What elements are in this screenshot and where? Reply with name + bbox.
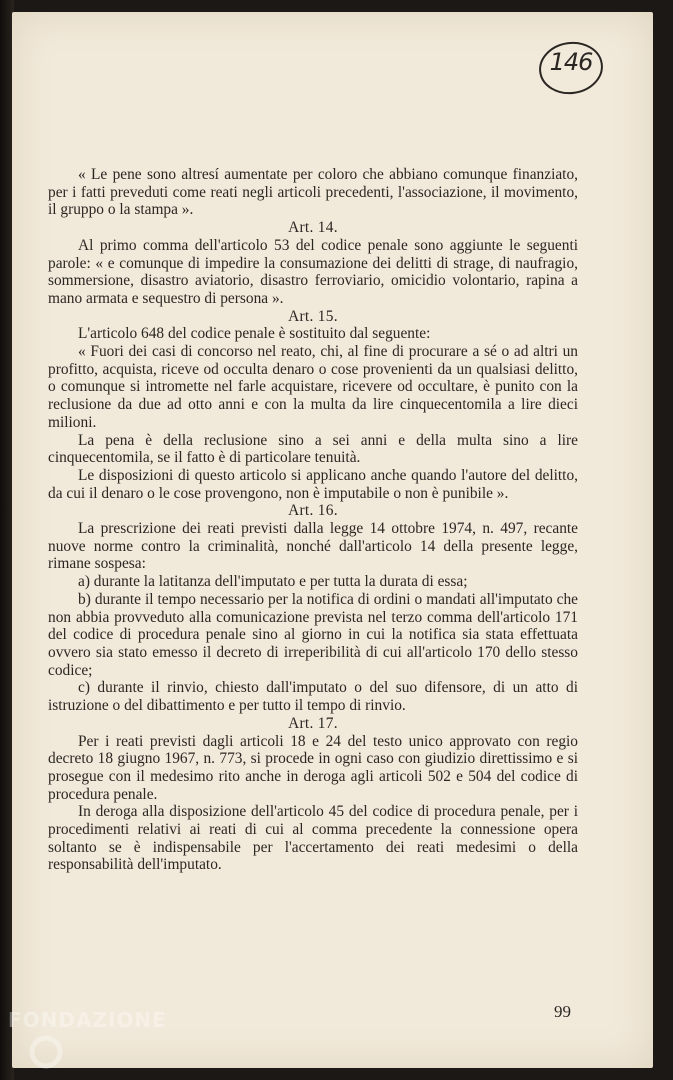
paragraph: Per i reati previsti dagli articoli 18 e 24 del testo unico approvato con regio decreto 18 giugno 1967, n. 773, si procede in ogni caso con giudizio direttissimo e si prosegue con il medesimo rito anche in deroga agli articoli 502 e 504 del codice di procedura penale.: [48, 732, 578, 803]
handwritten-number: 146: [549, 48, 593, 76]
article-heading-16: Art. 16.: [288, 502, 338, 520]
article-heading-17: Art. 17.: [288, 714, 338, 732]
paragraph: Al primo comma dell'articolo 53 del codice penale sono aggiunte le seguenti parole: « e comunque di impedire la consumazione dei delitti di strage, di naufragio, sommersione, disastro aviatorio, disastro ferroviario, omicidio volontario, rapina a mano armata e sequestro di persona ».: [48, 236, 578, 307]
list-item: b) durante il tempo necessario per la notifica di ordini o mandati all'imputato che non abbia provveduto alla comunicazione prevista nel terzo comma dell'articolo 171 del codice di procedura penale sino al giorno in cui la notifica sia stata effettuata ovvero sia stato emesso il decreto di irreperibilità di cui all'articolo 170 dello stesso codice;: [48, 590, 578, 679]
watermark-text: FONDAZIONE: [8, 1008, 167, 1032]
page-number: 99: [554, 1002, 571, 1021]
paragraph: Le disposizioni di questo articolo si applicano anche quando l'autore del delitto, da cui il denaro o le cose provengono, non è imputabile o non è punibile ».: [48, 466, 578, 502]
paragraph: L'articolo 648 del codice penale è sostituito dal seguente:: [78, 325, 431, 343]
paragraph: In deroga alla disposizione dell'articolo 45 del codice di procedura penale, per i procedimenti relativi ai reati di cui al comma precedente la connessione opera soltanto se è indispensabile per l'accertamento dei reati medesimi o della responsabilità dell'imputato.: [48, 803, 578, 874]
paragraph: La pena è della reclusione sino a sei anni e della multa sino a lire cinquecentomila, se il fatto è di particolare tenuità.: [48, 431, 578, 467]
paragraph: « Le pene sono altresí aumentate per coloro che abbiano comunque finanziato, per i fatti preveduti come reati negli articoli precedenti, l'associazione, il movimento, il gruppo o la stampa ».: [48, 166, 578, 219]
document-body: [48, 166, 578, 874]
paragraph: La prescrizione dei reati previsti dalla legge 14 ottobre 1974, n. 497, recante nuove norme contro la criminalità, nonché dall'articolo 14 della presente legge, rimane sospesa:: [48, 520, 578, 573]
watermark-logo-icon: [26, 1032, 66, 1072]
article-heading-15: Art. 15.: [288, 307, 338, 325]
paragraph: « Fuori dei casi di concorso nel reato, chi, al fine di procurare a sé o ad altri un profitto, acquista, riceve od occulta denaro o cose provenienti da un qualsiasi delitto, o comunque si intromette nel farle acquistare, ricevere od occultare, è punito con la reclusione da due ad otto anni e con la multa da lire cinquecentomila a lire dieci milioni.: [48, 343, 578, 431]
article-heading-14: Art. 14.: [288, 219, 338, 237]
handwritten-page-number: [537, 38, 605, 98]
list-item: a) durante la latitanza dell'imputato e per tutta la durata di essa;: [78, 573, 468, 591]
list-item: c) durante il rinvio, chiesto dall'imputato o del suo difensore, di un atto di istruzione o del dibattimento e per tutto il tempo di rinvio.: [48, 679, 578, 715]
